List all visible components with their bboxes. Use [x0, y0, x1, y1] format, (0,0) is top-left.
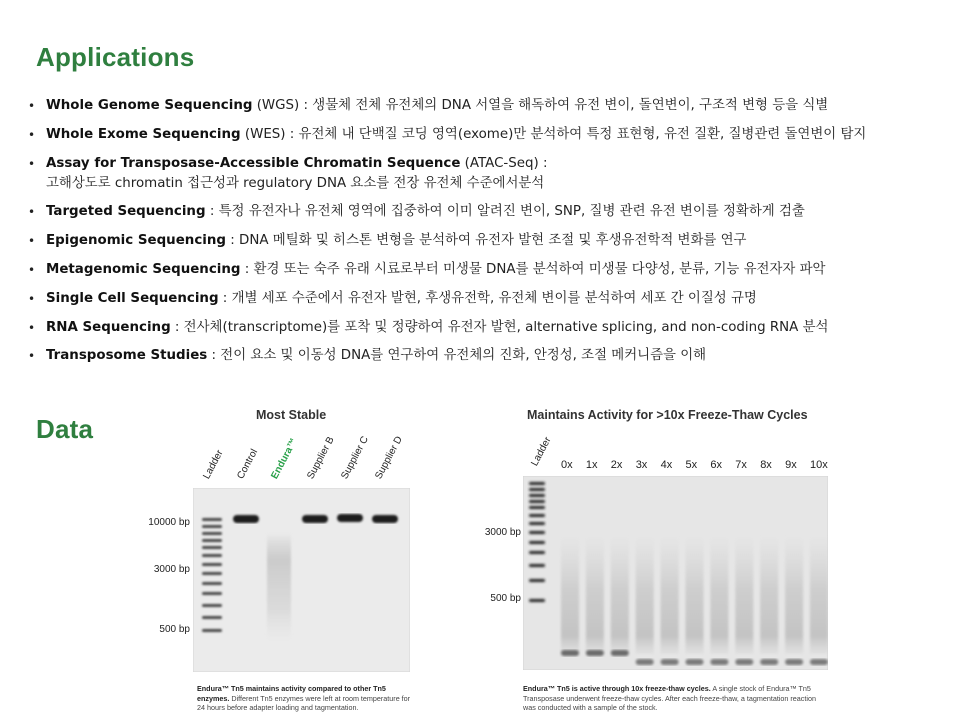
- fig2-lane-band: [686, 659, 704, 665]
- application-description: : 전이 요소 및 이동성 DNA를 연구하여 유전체의 진화, 안정성, 조절 메커니즘을 이해: [207, 348, 707, 364]
- fig2-column-label: 1x: [585, 459, 598, 471]
- fig2-lane-smear: [661, 536, 679, 654]
- application-description: (WGS) : 생물체 전체 유전체의 DNA 서열을 해독하여 유전 변이, 돌연변이, 구조적 변형 등을 식별: [252, 98, 829, 113]
- fig2-column-label: 6x: [710, 459, 723, 471]
- bullet-icon: •: [28, 205, 36, 220]
- applications-list: [28, 96, 953, 375]
- fig1-lane-label: Supplier D: [373, 434, 405, 481]
- fig2-lane-smear: [686, 536, 704, 654]
- fig2-lane-band: [810, 659, 828, 665]
- fig2-caption-text: A single stock of Endura™ Tn5 Transposase underwent freeze-thaw cycles. After each freeze-thaw, a tagmentation reaction was conducted with a sample of the stock.: [523, 684, 816, 712]
- fig2-column-label: 8x: [760, 459, 772, 471]
- application-description: : 특정 유전자나 유전체 영역에 집중하여 이미 알려진 변이, SNP, 질병 관련 유전 변이를 정확하게 검출: [205, 204, 805, 220]
- bullet-icon: •: [28, 349, 36, 364]
- bullet-icon: •: [28, 262, 36, 277]
- fig2-lane-smear: [611, 536, 629, 654]
- application-item: [28, 125, 953, 145]
- fig1-lane-label: Ladder: [201, 448, 226, 481]
- fig2-lane-band: [561, 650, 579, 656]
- fig1-lane-label: Control: [235, 447, 261, 481]
- fig2-column-label: 0x: [561, 459, 573, 471]
- application-item: [28, 289, 953, 309]
- fig1-caption: [197, 684, 412, 713]
- bullet-icon: •: [28, 127, 36, 142]
- application-item: [28, 318, 953, 338]
- fig2-lane-smear: [636, 536, 654, 654]
- fig2-bp-3000: 3000 bp: [484, 527, 521, 538]
- fig2-lane-band: [760, 659, 778, 665]
- fig2-column-label: 10x: [810, 459, 828, 471]
- application-name: Assay for Transposase-Accessible Chromatin Sequence: [46, 155, 461, 171]
- fig2-lane-smear: [735, 536, 753, 654]
- fig2-caption: [523, 684, 828, 713]
- fig2-ladder-label: Ladder: [529, 435, 554, 468]
- fig2-lane-smear: [586, 536, 604, 654]
- fig2-lane-band: [785, 659, 803, 665]
- application-description: : DNA 메틸화 및 히스톤 변형을 분석하여 유전자 발현 조절 및 후생유전학적 변화를 연구: [225, 233, 747, 249]
- fig1-title: Most Stable: [256, 408, 327, 422]
- application-description-continued: 고해상도로 chromatin 접근성과 regulatory DNA 요소를 전장 유전체 수준에서분석: [46, 175, 545, 191]
- application-name: Targeted Sequencing: [46, 204, 206, 220]
- fig2-lane-smear: [785, 536, 803, 654]
- application-name: Single Cell Sequencing: [46, 290, 219, 306]
- application-item: [28, 96, 953, 116]
- fig2-lane-smear: [760, 536, 778, 654]
- application-name: RNA Sequencing: [46, 319, 171, 335]
- application-name: Whole Genome Sequencing: [46, 98, 253, 113]
- application-name: Epigenomic Sequencing: [46, 233, 226, 249]
- fig2-column-label: 7x: [735, 459, 747, 471]
- application-item: [28, 231, 953, 251]
- fig2-caption-bold: Endura™ Tn5 is active through 10x freeze-thaw cycles.: [523, 684, 711, 693]
- fig1-lane-label: Endura™: [269, 436, 300, 481]
- fig2-lane-band: [661, 659, 679, 665]
- data-heading: Data: [36, 414, 94, 444]
- fig2-title: Maintains Activity for >10x Freeze-Thaw Cycles: [527, 408, 808, 422]
- bullet-icon: •: [28, 234, 36, 249]
- fig2-column-label: 4x: [660, 459, 673, 471]
- fig2-lane-band: [636, 659, 654, 665]
- fig1-bp-10000: 10000 bp: [148, 517, 190, 528]
- fig1-bp-3000: 3000 bp: [153, 564, 190, 575]
- fig1-caption-text: Different Tn5 enzymes were left at room temperature for 24 hours before adapter loading and tagmentation.: [197, 693, 411, 712]
- applications-heading: Applications: [36, 42, 195, 72]
- application-description: : 전사체(transcriptome)를 포착 및 정량하여 유전자 발현, alternative splicing, and non-coding RNA 분석: [170, 319, 829, 335]
- fig1-gel-image: [193, 488, 410, 672]
- bullet-icon: •: [28, 99, 36, 113]
- bullet-icon: •: [28, 291, 36, 306]
- application-item: [28, 202, 953, 222]
- fig2-lane-band: [735, 659, 753, 665]
- fig2-column-label: 9x: [785, 459, 797, 471]
- application-description: (ATAC-Seq) :: [460, 155, 548, 171]
- application-description: : 환경 또는 숙주 유래 시료로부터 미생물 DNA를 분석하여 미생물 다양성, 분류, 기능 유전자자 파악: [240, 261, 826, 277]
- application-item: [28, 260, 953, 280]
- application-description: (WES) : 유전체 내 단백질 코딩 영역(exome)만 분석하여 특정 표현형, 유전 질환, 질병관련 돌연변이 탐지: [240, 126, 867, 142]
- fig2-lane-band: [710, 659, 728, 665]
- fig2-column-label: 5x: [685, 459, 698, 471]
- fig2-lane-band: [586, 650, 604, 656]
- fig2-column-label: 2x: [610, 459, 623, 471]
- bullet-icon: •: [28, 156, 36, 171]
- fig2-lane-smear: [810, 536, 828, 654]
- fig1-lane-label: Supplier C: [339, 434, 371, 481]
- fig1-lane-label: Supplier B: [305, 435, 337, 481]
- fig2-column-label: 3x: [635, 459, 648, 471]
- fig2-lane-band: [611, 650, 629, 656]
- fig2-gel-image: [523, 476, 828, 670]
- application-description: : 개별 세포 수준에서 유전자 발현, 후생유전학, 유전체 변이를 분석하여 세포 간 이질성 규명: [218, 290, 757, 306]
- fig2-lane-smear: [561, 536, 579, 654]
- application-name: Transposome Studies: [46, 348, 208, 364]
- application-name: Whole Exome Sequencing: [46, 126, 241, 142]
- fig1-bp-500: 500 bp: [159, 624, 190, 635]
- fig2-lane-smear: [710, 536, 728, 654]
- application-name: Metagenomic Sequencing: [46, 261, 241, 277]
- fig1-caption-bold: Endura™ Tn5 maintains activity compared to other Tn5 enzymes.: [197, 684, 386, 703]
- fig2-bp-500: 500 bp: [490, 593, 521, 604]
- bullet-icon: •: [28, 320, 36, 335]
- application-item: [28, 154, 953, 194]
- application-item: [28, 346, 953, 366]
